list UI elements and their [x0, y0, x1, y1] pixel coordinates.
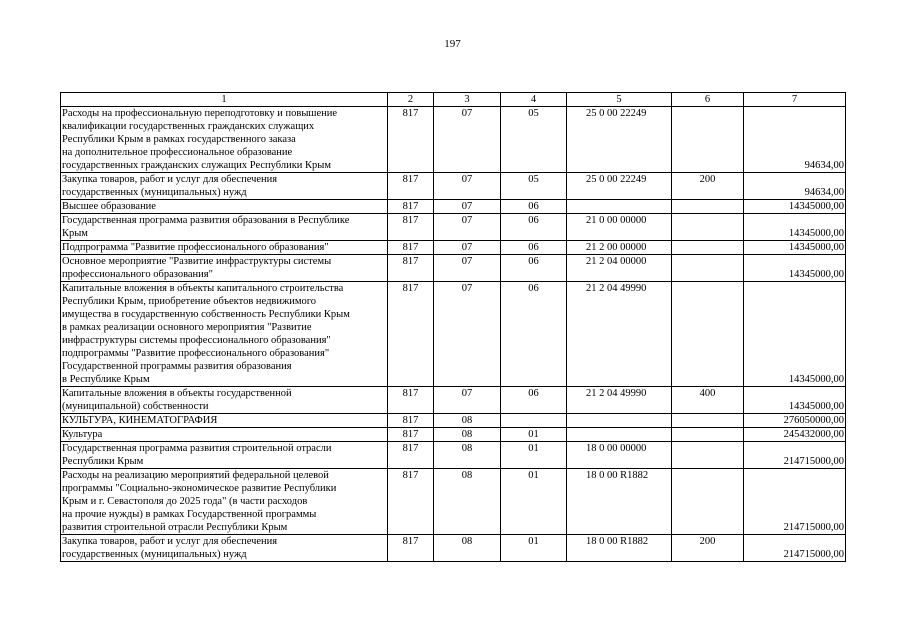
row-section: 08 [434, 469, 501, 535]
row-expense-type [672, 214, 744, 241]
row-amount: 94634,00 [744, 173, 846, 200]
table-row [61, 107, 846, 173]
header-row [61, 93, 846, 107]
row-amount: 14345000,00 [744, 255, 846, 282]
table-row [61, 414, 846, 428]
row-ministry-code: 817 [388, 469, 434, 535]
row-section: 08 [434, 414, 501, 428]
row-amount: 94634,00 [744, 107, 846, 173]
row-amount: 14345000,00 [744, 200, 846, 214]
row-description: Расходы на профессиональную переподготовку и повышение квалификации государственных гражданских служащих Республики Крым в рамках государственного заказа на дополнительное профессиональное образование государственных гражданских служащих Республики Крым [61, 107, 388, 173]
row-amount: 245432000,00 [744, 428, 846, 442]
row-subsection: 01 [501, 469, 567, 535]
row-amount: 14345000,00 [744, 241, 846, 255]
row-description: Подпрограмма "Развитие профессионального образования" [61, 241, 388, 255]
row-expense-type [672, 255, 744, 282]
row-expense-type [672, 414, 744, 428]
row-description: Государственная программа развития строительной отрасли Республики Крым [61, 442, 388, 469]
row-ministry-code: 817 [388, 282, 434, 387]
budget-table [60, 92, 846, 562]
row-description: Капитальные вложения в объекты государственной (муниципальной) собственности [61, 387, 388, 414]
row-subsection: 01 [501, 535, 567, 562]
row-subsection: 06 [501, 241, 567, 255]
row-subsection: 06 [501, 255, 567, 282]
row-description: Основное мероприятие "Развитие инфраструктуры системы профессионального образования" [61, 255, 388, 282]
row-subsection [501, 414, 567, 428]
row-section: 08 [434, 535, 501, 562]
table-row [61, 442, 846, 469]
row-expense-type: 200 [672, 173, 744, 200]
row-section: 08 [434, 442, 501, 469]
table-row [61, 469, 846, 535]
row-expense-type [672, 282, 744, 387]
table-row [61, 387, 846, 414]
row-subsection: 06 [501, 200, 567, 214]
row-target-article: 21 0 00 00000 [567, 214, 672, 241]
row-expense-type [672, 107, 744, 173]
row-expense-type [672, 469, 744, 535]
table-row [61, 214, 846, 241]
row-amount: 276050000,00 [744, 414, 846, 428]
table-row [61, 200, 846, 214]
row-ministry-code: 817 [388, 241, 434, 255]
row-ministry-code: 817 [388, 255, 434, 282]
row-target-article: 18 0 00 R1882 [567, 469, 672, 535]
row-subsection: 06 [501, 282, 567, 387]
row-description: Государственная программа развития образования в Республике Крым [61, 214, 388, 241]
row-expense-type [672, 428, 744, 442]
row-amount: 14345000,00 [744, 214, 846, 241]
row-expense-type: 400 [672, 387, 744, 414]
row-target-article: 18 0 00 R1882 [567, 535, 672, 562]
row-target-article [567, 428, 672, 442]
row-section: 08 [434, 428, 501, 442]
row-expense-type: 200 [672, 535, 744, 562]
row-expense-type [672, 200, 744, 214]
row-target-article: 21 2 04 00000 [567, 255, 672, 282]
row-description: Капитальные вложения в объекты капитального строительства Республики Крым, приобретение объектов недвижимого имущества в государственную собственность Республики Крым в рамках реализации основного мероприятия "Развитие инфраструктуры системы профессионального образования" подпрограммы "Развитие профессионального образования" Государственной программы развития образования в Республике Крым [61, 282, 388, 387]
row-ministry-code: 817 [388, 173, 434, 200]
row-ministry-code: 817 [388, 387, 434, 414]
row-subsection: 05 [501, 173, 567, 200]
row-ministry-code: 817 [388, 214, 434, 241]
row-target-article: 21 2 04 49990 [567, 282, 672, 387]
row-subsection: 01 [501, 428, 567, 442]
row-target-article: 25 0 00 22249 [567, 107, 672, 173]
row-description: Высшее образование [61, 200, 388, 214]
page-number: 197 [444, 38, 461, 50]
row-description: Расходы на реализацию мероприятий федеральной целевой программы "Социально-экономическое развитие Республики Крым и г. Севастополя до 2025 года" (в части расходов на прочие нужды) в рамках Государственной программы развития строительной отрасли Республики Крым [61, 469, 388, 535]
table-row [61, 241, 846, 255]
row-ministry-code: 817 [388, 442, 434, 469]
header-col-3: 3 [434, 93, 501, 107]
row-target-article: 18 0 00 00000 [567, 442, 672, 469]
row-section: 07 [434, 200, 501, 214]
row-section: 07 [434, 387, 501, 414]
header-col-6: 6 [672, 93, 744, 107]
row-subsection: 05 [501, 107, 567, 173]
row-section: 07 [434, 214, 501, 241]
table-body [61, 107, 846, 562]
table-row [61, 535, 846, 562]
row-description: Закупка товаров, работ и услуг для обеспечения государственных (муниципальных) нужд [61, 173, 388, 200]
row-subsection: 01 [501, 442, 567, 469]
header-col-1: 1 [61, 93, 388, 107]
row-description: КУЛЬТУРА, КИНЕМАТОГРАФИЯ [61, 414, 388, 428]
row-amount: 214715000,00 [744, 469, 846, 535]
table-row [61, 255, 846, 282]
row-ministry-code: 817 [388, 535, 434, 562]
row-target-article: 21 2 04 49990 [567, 387, 672, 414]
row-target-article [567, 414, 672, 428]
row-amount: 14345000,00 [744, 387, 846, 414]
row-expense-type [672, 241, 744, 255]
row-expense-type [672, 442, 744, 469]
row-section: 07 [434, 173, 501, 200]
row-ministry-code: 817 [388, 428, 434, 442]
row-ministry-code: 817 [388, 200, 434, 214]
header-col-4: 4 [501, 93, 567, 107]
row-target-article: 25 0 00 22249 [567, 173, 672, 200]
row-ministry-code: 817 [388, 414, 434, 428]
row-section: 07 [434, 107, 501, 173]
row-amount: 14345000,00 [744, 282, 846, 387]
header-col-2: 2 [388, 93, 434, 107]
row-target-article: 21 2 00 00000 [567, 241, 672, 255]
row-description: Закупка товаров, работ и услуг для обеспечения государственных (муниципальных) нужд [61, 535, 388, 562]
row-amount: 214715000,00 [744, 442, 846, 469]
table-row [61, 428, 846, 442]
header-col-7: 7 [744, 93, 846, 107]
table-row [61, 173, 846, 200]
header-col-5: 5 [567, 93, 672, 107]
row-ministry-code: 817 [388, 107, 434, 173]
row-amount: 214715000,00 [744, 535, 846, 562]
table-row [61, 282, 846, 387]
row-section: 07 [434, 255, 501, 282]
row-description: Культура [61, 428, 388, 442]
row-subsection: 06 [501, 214, 567, 241]
row-subsection: 06 [501, 387, 567, 414]
row-section: 07 [434, 282, 501, 387]
row-target-article [567, 200, 672, 214]
row-section: 07 [434, 241, 501, 255]
